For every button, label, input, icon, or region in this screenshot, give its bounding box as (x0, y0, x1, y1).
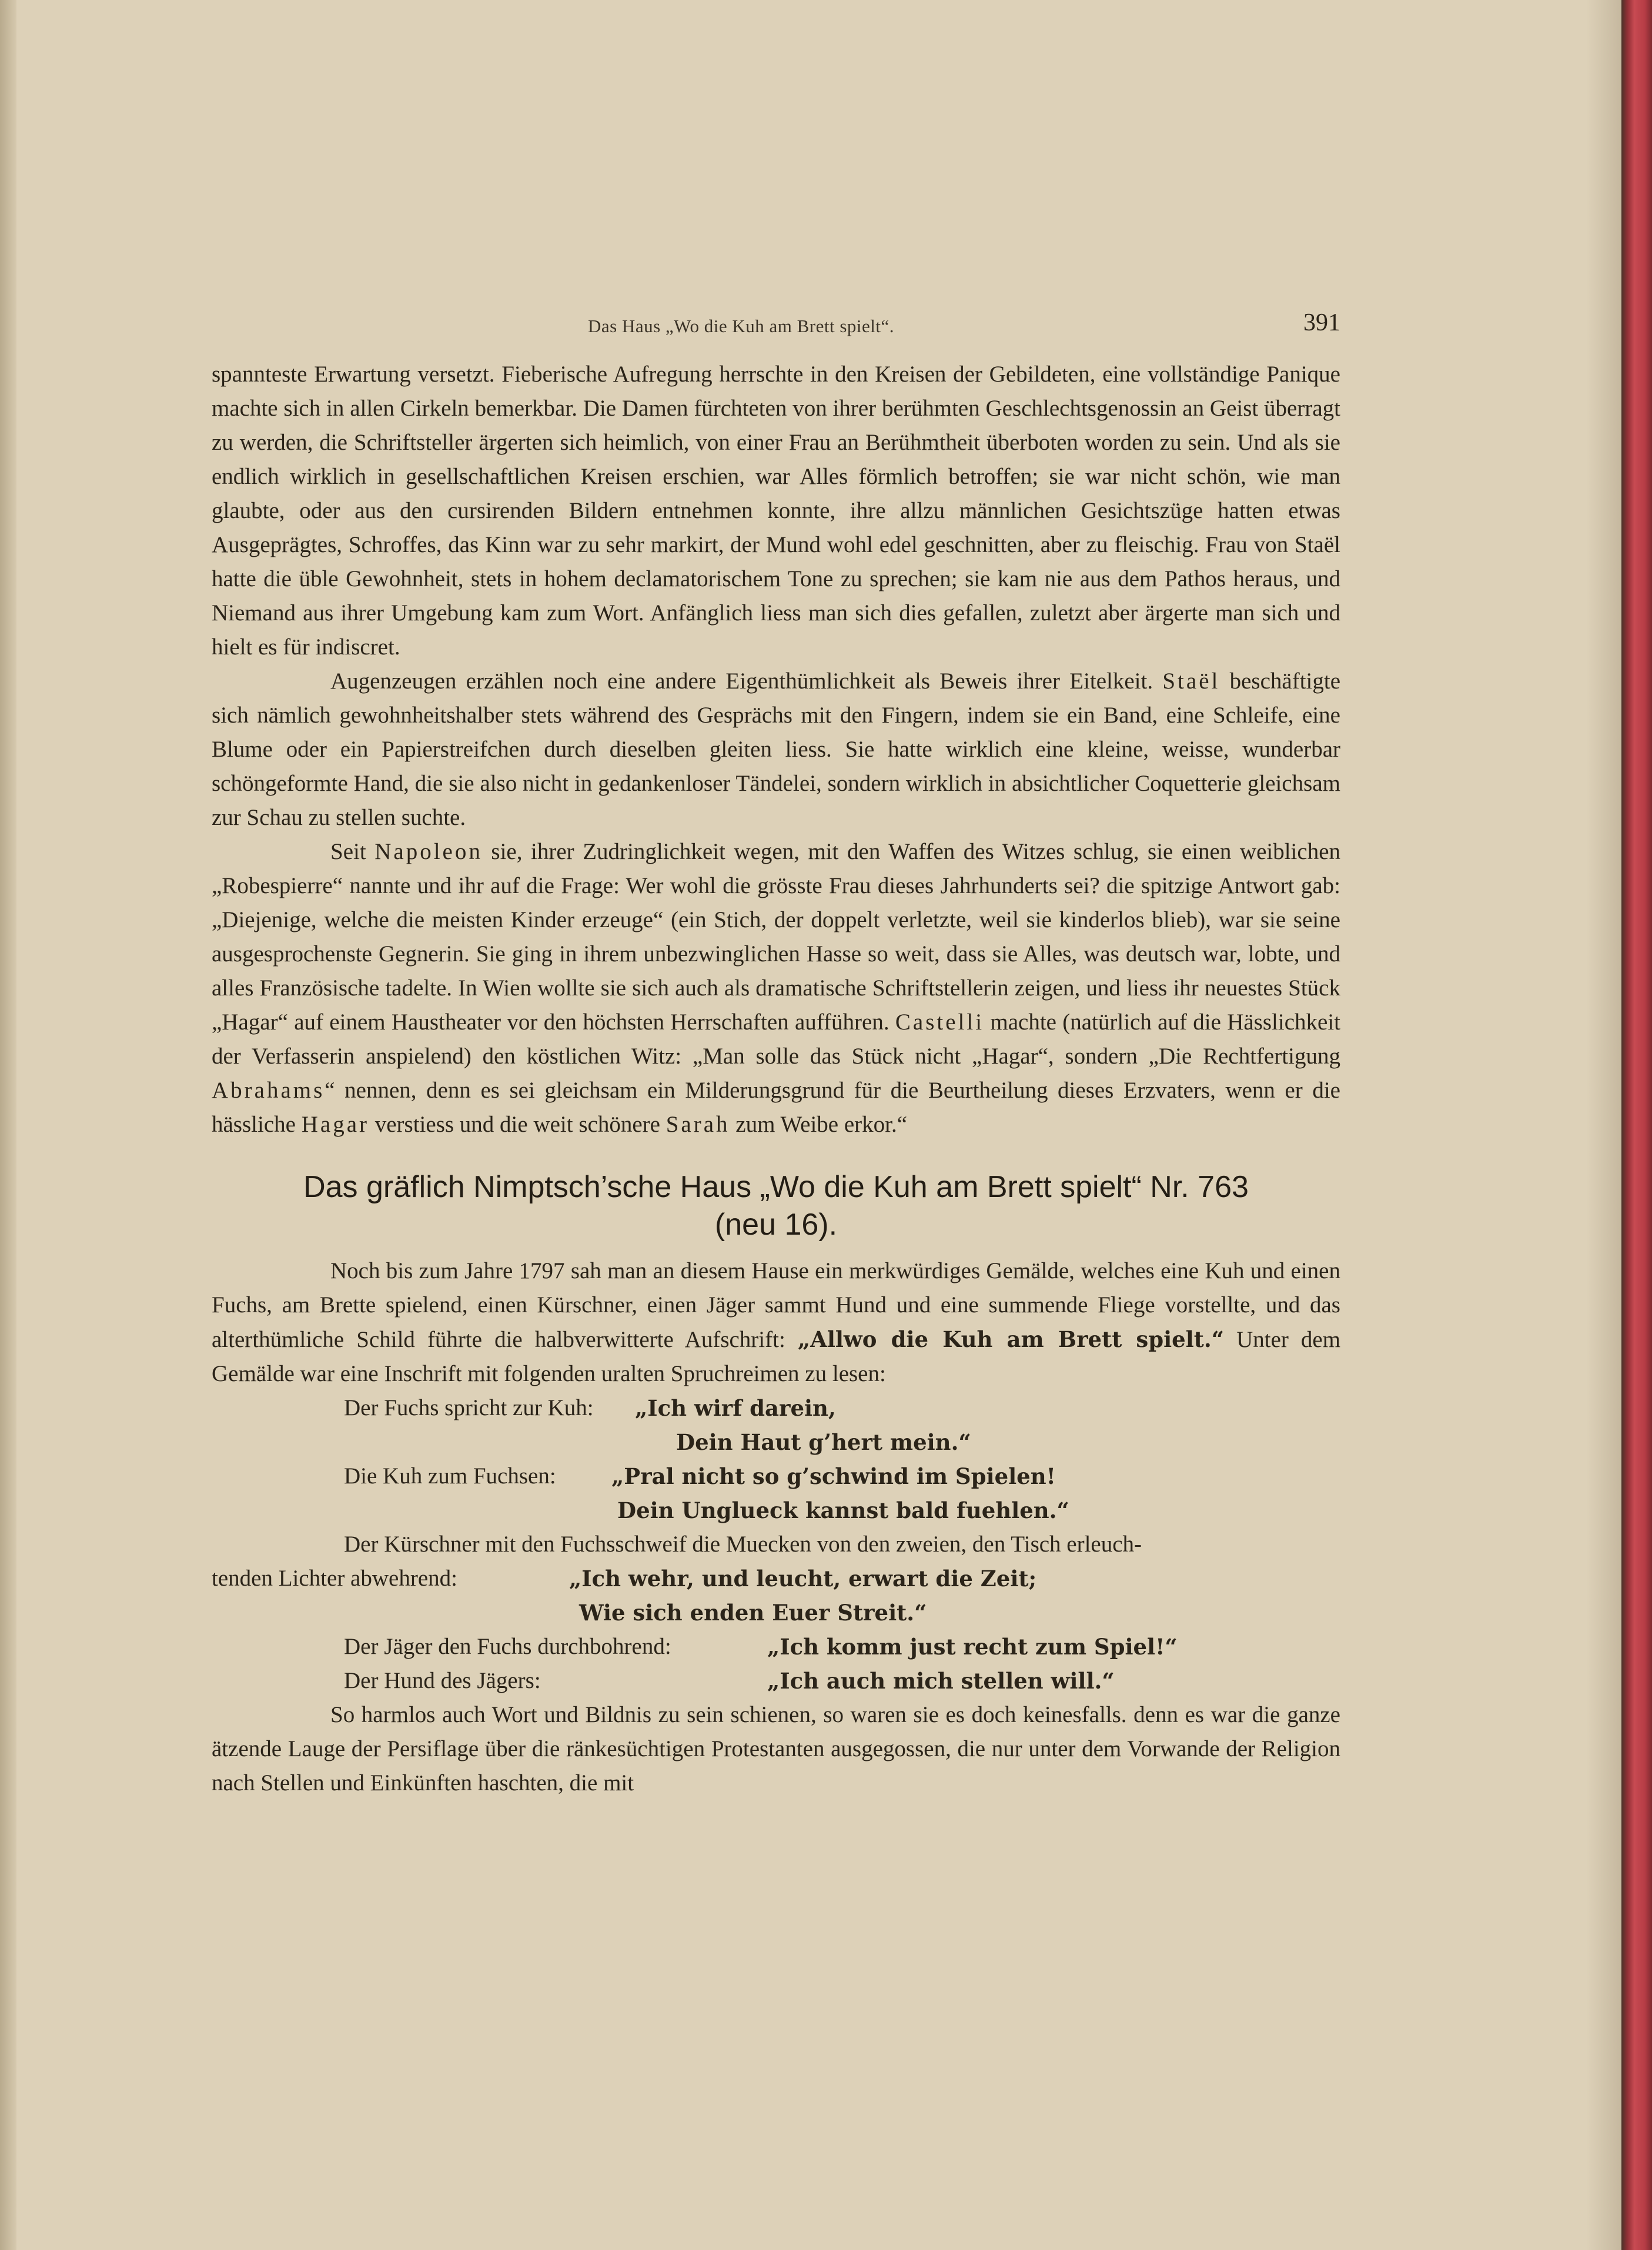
page-number: 391 (1303, 309, 1340, 336)
running-title: Das Haus „Wo die Kuh am Brett spielt“. (588, 316, 894, 336)
verse-speaker-kuerschner-2: tenden Lichter abwehrend: (212, 1566, 457, 1591)
verse-speaker-fuchs: Der Fuchs spricht zur Kuh: (344, 1395, 594, 1420)
verse-speaker-kuh: Die Kuh zum Fuchsen: (344, 1463, 556, 1489)
inscription-fraktur: „Allwo die Kuh am Brett spielt.“ (797, 1326, 1225, 1352)
section-heading-line1: Das gräflich Nimptsch’sche Haus „Wo die Kuh am Brett spielt“ Nr. 763 (303, 1170, 1249, 1204)
verse-kuerschner-line1: „Ich wehr, und leucht, erwart die Zeit; (569, 1566, 1037, 1592)
verse-fuchs-line1: „Ich wirf darein, (635, 1395, 836, 1421)
name-sarah: Sarah (666, 1112, 730, 1137)
verse-fuchs-line2: Dein Haut g’hert mein.“ (676, 1429, 971, 1455)
name-napoleon: Napoleon (374, 839, 483, 864)
name-abrahams: Abrahams (212, 1078, 325, 1103)
verse-kuh-line1: „Pral nicht so g’schwind im Spielen! (611, 1463, 1056, 1489)
verse-row-fuchs (212, 1391, 1340, 1425)
verse-speaker-kuerschner: Der Kürschner mit den Fuchsschweif die Muecken von den zweien, den Tisch erleuch- (344, 1532, 1142, 1557)
name-stael: Staël (1162, 668, 1220, 694)
verse-hund-line: „Ich auch mich stellen will.“ (767, 1668, 1115, 1694)
section-heading-line2: (neu 16). (714, 1208, 838, 1242)
section-heading (212, 1168, 1340, 1243)
paragraph-eyewitnesses: Augenzeugen erzählen noch eine andere Eigenthümlichkeit als Beweis ihrer Eitelkeit. Staël beschäftigte sich nämlich gewohnheitshalber stets während des Gesprächs mit den Fingern, indem sie ein Band, eine Schleife, eine Blume oder ein Papierstreifchen durch dieselben gleiten liess. Sie hatte wirklich eine kleine, weisse, wunderbar schöngeformte Hand, die sie also nicht in gedankenloser Tändelei, sondern wirklich in absichtlicher Coquetterie gleichsam zur Schau zu stellen suchte. (212, 668, 1341, 830)
paragraph-closing: So harmlos auch Wort und Bildnis zu sein schienen, so waren sie es doch keinesfalls. denn es war die ganze ätzende Lauge der Persiflage über die ränkesüchtigen Protestanten ausgegossen, die nur unter dem Vorwande der Religion nach Stellen und Einkünften haschten, die mit (212, 1702, 1340, 1796)
verse-row-kuh-2 (212, 1493, 1340, 1527)
verse-row-kuerschner-intro (212, 1527, 1340, 1562)
text-column (212, 357, 1340, 1800)
verse-row-fuchs-2 (212, 1425, 1340, 1459)
paragraph-napoleon: Seit Napoleon sie, ihrer Zudringlichkeit wegen, mit den Waffen des Witzes schlug, sie einen weiblichen „Robespierre“ nannte und ihr auf die Frage: Wer wohl die grösste Frau dieses Jahrhunderts sei? die spitzige Antwort gab: „Diejenige, welche die meisten Kinder erzeuge“ (ein Stich, der doppelt verletzte, weil sie kinderlos blieb), war sie seine ausgesprochenste Gegnerin. Sie ging in ihrem unbezwinglichen Hasse so weit, dass sie Alles, was deutsch war, lobte, und alles Französische tadelte. In Wien wollte sie sich auch als dramatische Schriftstellerin zeigen, und liess ihr neuestes Stück „Hagar“ auf einem Haustheater vor den höchsten Herrschaften aufführen. Castelli machte (natürlich auf die Hässlichkeit der Verfasserin anspielend) den köstlichen Witz: „Man solle das Stück nicht „Hagar“, sondern „Die Rechtfertigung Abrahams“ nennen, denn es sei gleichsam ein Milderungsgrund für die Beurtheilung dieses Erzvaters, wenn er die hässliche Hagar verstiess und die weit schönere Sarah zum Weibe erkor.“ (212, 839, 1341, 1137)
verse-row-kuerschner-2 (212, 1596, 1340, 1630)
verse-speaker-hund: Der Hund des Jägers: (344, 1668, 541, 1693)
verse-block (212, 1391, 1340, 1698)
verse-kuerschner-line2: Wie sich enden Euer Streit.“ (579, 1600, 927, 1626)
page-shadow (1586, 0, 1621, 2250)
book-gutter (0, 0, 16, 2250)
verse-jaeger-line: „Ich komm just recht zum Spiel!“ (767, 1634, 1178, 1660)
verse-row-kuh (212, 1459, 1340, 1493)
name-hagar: Hagar (301, 1112, 369, 1137)
verse-row-hund (212, 1664, 1340, 1698)
paragraph-stael-reception: spannteste Erwartung versetzt. Fieberische Aufregung herrschte in den Kreisen der Gebildeten, eine vollständige Panique machte sich in allen Cirkeln bemerkbar. Die Damen fürchteten von ihrer berühmten Geschlechtsgenossin an Geist überragt zu werden, die Schriftsteller ärgerten sich heimlich, von einer Frau an Berühmtheit überboten worden zu sein. Und als sie endlich wirklich in gesellschaftlichen Kreisen erschien, war Alles förmlich betroffen; sie war nicht schön, wie man glaubte, oder aus den cursirenden Bildern entnehmen konnte, ihre allzu männlichen Gesichtszüge hatten etwas Ausgeprägtes, Schroffes, das Kinn war zu sehr markirt, der Mund wohl edel geschnitten, aber zu fleischig. Frau von Staël hatte die üble Gewohnheit, stets in hohem declamatorischem Tone zu sprechen; sie kam nie aus dem Pathos heraus, und Niemand aus ihrer Umgebung kam zum Wort. Anfänglich liess man sich dies gefallen, zuletzt aber ärgerte man sich und hielt es für indiscret. (212, 362, 1340, 660)
verse-row-jaeger (212, 1630, 1340, 1664)
name-castelli: Castelli (895, 1009, 985, 1035)
verse-kuh-line2: Dein Unglueck kannst bald fuehlen.“ (617, 1497, 1069, 1523)
running-header (212, 309, 1340, 344)
verse-row-kuerschner (212, 1562, 1340, 1596)
paragraph-painting: Noch bis zum Jahre 1797 sah man an diesem Hause ein merkwürdiges Gemälde, welches eine Kuh und einen Fuchs, am Brette spielend, einen Kürschner, einen Jäger sammt Hund und eine summende Fliege vorstellte, und das alterthümliche Schild führte die halbverwitterte Aufschrift: „Allwo die Kuh am Brett spielt.“ Unter dem Gemälde war eine Inschrift mit folgenden uralten Spruchreimen zu lesen: (212, 1258, 1341, 1386)
red-page-edge (1621, 0, 1652, 2250)
verse-speaker-jaeger: Der Jäger den Fuchs durchbohrend: (344, 1634, 671, 1659)
